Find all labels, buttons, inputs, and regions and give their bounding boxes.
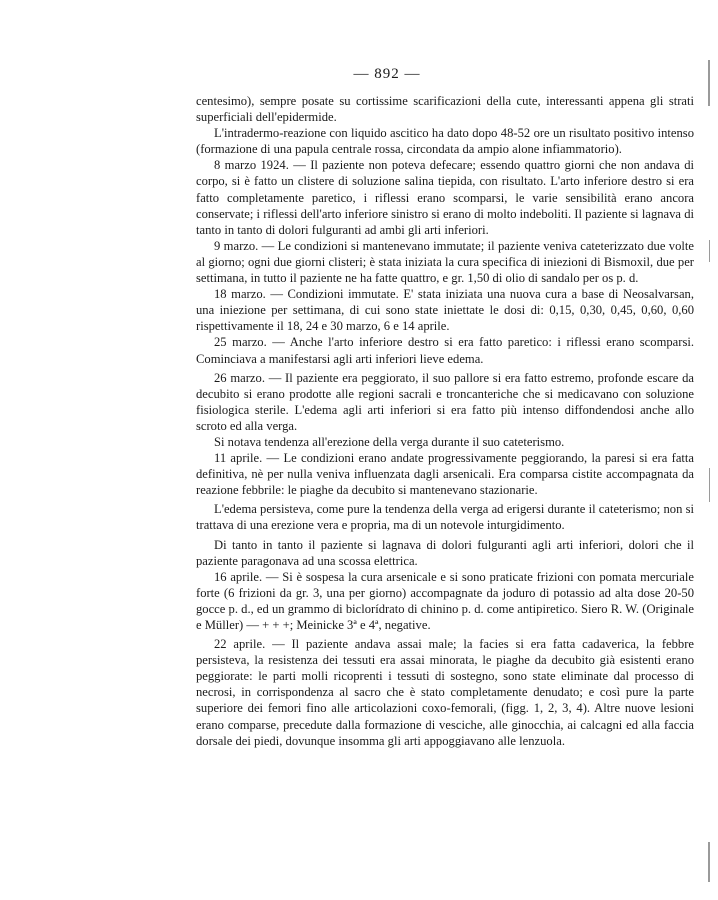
- paragraph-11: Di tanto in tanto il paziente si lagnava di dolori fulguranti agli arti inferiori, dolori che il paziente paragonava ad una scossa elettrica.: [196, 537, 694, 568]
- paragraph-8: Si notava tendenza all'erezione della verga durante il suo cateterismo.: [214, 434, 565, 449]
- paragraph-3: 8 marzo 1924. –– Il paziente non poteva defecare; essendo quattro giorni che non andava di corpo, si è fatto un clistere di soluzione salina tiepida, con risultato. L'arto inferiore destro si era fatto completamente paretico, i riflessi erano scomparsi, le varie sensibilità erano ancora conservate; i riflessi dell'arto inferiore sinistro si erano di molto indeboliti. Il paziente si lagnava di tanto in tanto di dolori fulguranti ad ambi gli arti inferiori.: [196, 158, 694, 237]
- scan-edge-mark: [708, 60, 710, 106]
- paragraph-2: L'intradermo-reazione con liquido ascitico ha dato dopo 48-52 ore un risultato positivo intenso (formazione di una papula centrale rossa, circondata da ampio alone infiammatorio).: [196, 126, 694, 157]
- paragraph-5: 18 marzo. — Condizioni immutate. E' stata iniziata una nuova cura a base di Neosalvarsan, una iniezione per settimana, di cui sono state iniettate le dosi di: 0,15, 0,30, 0,45, 0,60, 0,60 rispettivamente il 18, 24 e 30 marzo, 6 e 14 aprile.: [196, 287, 694, 334]
- paragraph-4: 9 marzo. — Le condizioni si mantenevano immutate; il paziente veniva cateterizzato due volte al giorno; ogni due giorni clisteri; è stata iniziata la cura specifica di iniezioni di Bismoxil, due per settimana, in tutto il paziente ne ha fatte quattro, e gr. 1,50 di olio di sandalo per os p. d.: [196, 238, 694, 286]
- paragraph-6: 25 marzo. — Anche l'arto inferiore destro si era fatto paretico: i riflessi erano scomparsi. Cominciava a manifestarsi agli arti inferiori lieve edema.: [196, 335, 694, 366]
- scan-edge-mark: [709, 240, 710, 262]
- paragraph-1: centesimo), sempre posate su cortissime scarificazioni della cute, interessanti appena gli strati superficiali dell'epidermide.: [196, 94, 694, 125]
- page-number: — 892 —: [353, 66, 421, 82]
- paragraph-9: 11 aprile. — Le condizioni erano andate progressivamente peggiorando, la paresi si era fatta definitiva, nè per nulla veniva influenzata dagli arsenicali. Era comparsa cistite accompagnata da reazione febbrile: le piaghe da decubito si mantenevano stazionarie.: [196, 451, 694, 498]
- paragraph-12: 16 aprile. — Si è sospesa la cura arsenicale e si sono praticate frizioni con pomata mercuriale forte (6 frizioni da gr. 3, una per giorno) accompagnate da joduro di potassio ad alta dose 20-50 gocce p. d., ed un grammo di biclorídrato di chinino p. d. come antipiretico. Siero R. W. (Originale e Müller) — + + +; Meinicke 3ª e 4ª, negative.: [196, 569, 694, 632]
- paragraph-7: 26 marzo. — Il paziente era peggiorato, il suo pallore si era fatto estremo, profonde escare da decubito si erano prodotte alle regioni sacrali e troncanteriche che si medicavano con soluzione fisiologica sterile. L'edema agli arti inferiori si era fatto più intenso diffondendosi anche allo scroto ed alla verga.: [196, 370, 694, 433]
- scan-edge-mark: [708, 842, 710, 882]
- paragraph-10: L'edema persisteva, come pure la tendenza della verga ad erigersi durante il cateterismo; non si trattava di una erezione vera e propria, ma di un notevole inturgidimento.: [196, 502, 694, 533]
- paragraph-13: 22 aprile. — Il paziente andava assai male; la facies si era fatta cadaverica, la febbre persisteva, la resistenza dei tessuti era assai minorata, le piaghe da decubito già esistenti erano peggiorate: le parti molli ricoprenti i tessuti di sostegno, sono state eliminate dal processo di necrosi, in corrispondenza al sacro che è stato completamente denudato; e così pure la parte superiore dei femori fino alle articolazioni coxo-femorali, (figg. 1, 2, 3, 4). Altre nuove lesioni erano comparse, precedute dalla formazione di vesciche, alle ginocchia, ai calcagni ed alla faccia dorsale dei piedi, dovunque insomma gli arti appoggiavano alle lenzuola.: [196, 637, 694, 748]
- body-text: [196, 93, 694, 749]
- scan-edge-mark: [709, 468, 710, 502]
